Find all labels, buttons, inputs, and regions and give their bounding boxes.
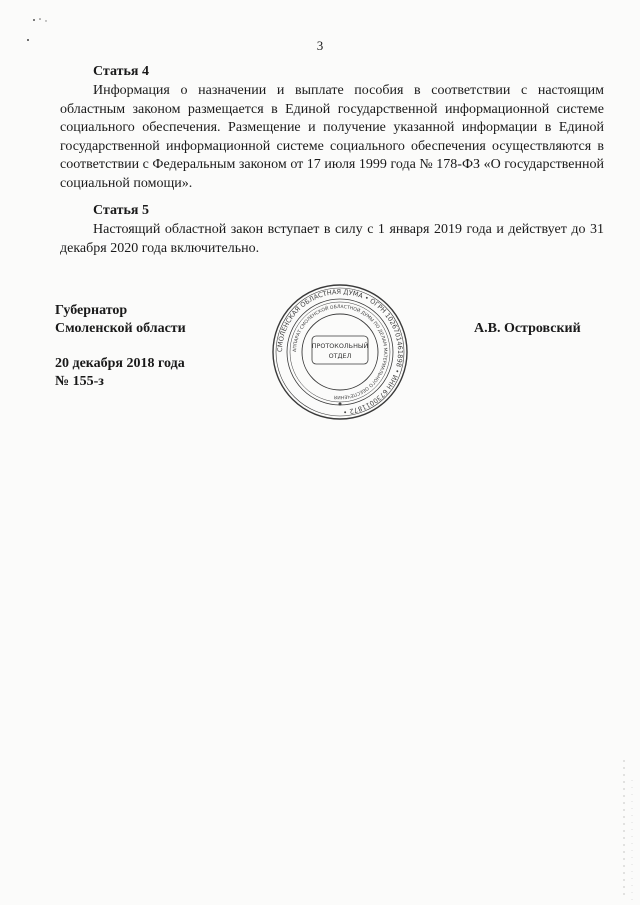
svg-text:СМОЛЕНСКАЯ ОБЛАСТНАЯ ДУМА • ОГ: СМОЛЕНСКАЯ ОБЛАСТНАЯ ДУМА • ОГРН 1026701461898 • ИНН 6730011872 •: [275, 287, 405, 416]
svg-text:ОТДЕЛ: ОТДЕЛ: [328, 352, 352, 360]
signatory-title-line-1: Губернатор: [55, 303, 128, 318]
svg-text:АППАРАТ СМОЛЕНСКОЙ ОБЛАСТНОЙ Д: АППАРАТ СМОЛЕНСКОЙ ОБЛАСТНОЙ ДУМЫ ПО ДЕЛАМ МАТЕРИАЛЬНОГО ОБЕСПЕЧЕНИЯ: [292, 304, 388, 400]
signatory-title-line-2: Смоленской области: [55, 321, 186, 336]
law-date: 20 декабря 2018 года: [55, 356, 185, 371]
law-number: № 155-з: [55, 374, 104, 389]
article-5-text: Настоящий областной закон вступает в силу с 1 января 2019 года и действует до 31 декабря 2020 года включительно.: [60, 222, 604, 256]
svg-text:ПРОТОКОЛЬНЫЙ: ПРОТОКОЛЬНЫЙ: [311, 342, 369, 350]
official-seal: [270, 282, 410, 422]
article-4-text: Информация о назначении и выплате пособия в соответствии с настоящим областным законом размещается в Единой государственной информационной системе социального обеспечения. Размещение и получение указанной информации в Единой государственной информационной системе социального обеспечения осуществляются в соответствии с Федеральным законом от 17 июля 1999 года № 178-ФЗ «О государственной социальной помощи».: [60, 83, 604, 191]
page-number: 3: [316, 38, 324, 53]
article-5-heading: Статья 5: [93, 203, 149, 218]
article-4-heading: Статья 4: [93, 64, 149, 79]
seal-center-text: [312, 341, 369, 360]
signatory-name: А.В. Островский: [474, 321, 581, 336]
